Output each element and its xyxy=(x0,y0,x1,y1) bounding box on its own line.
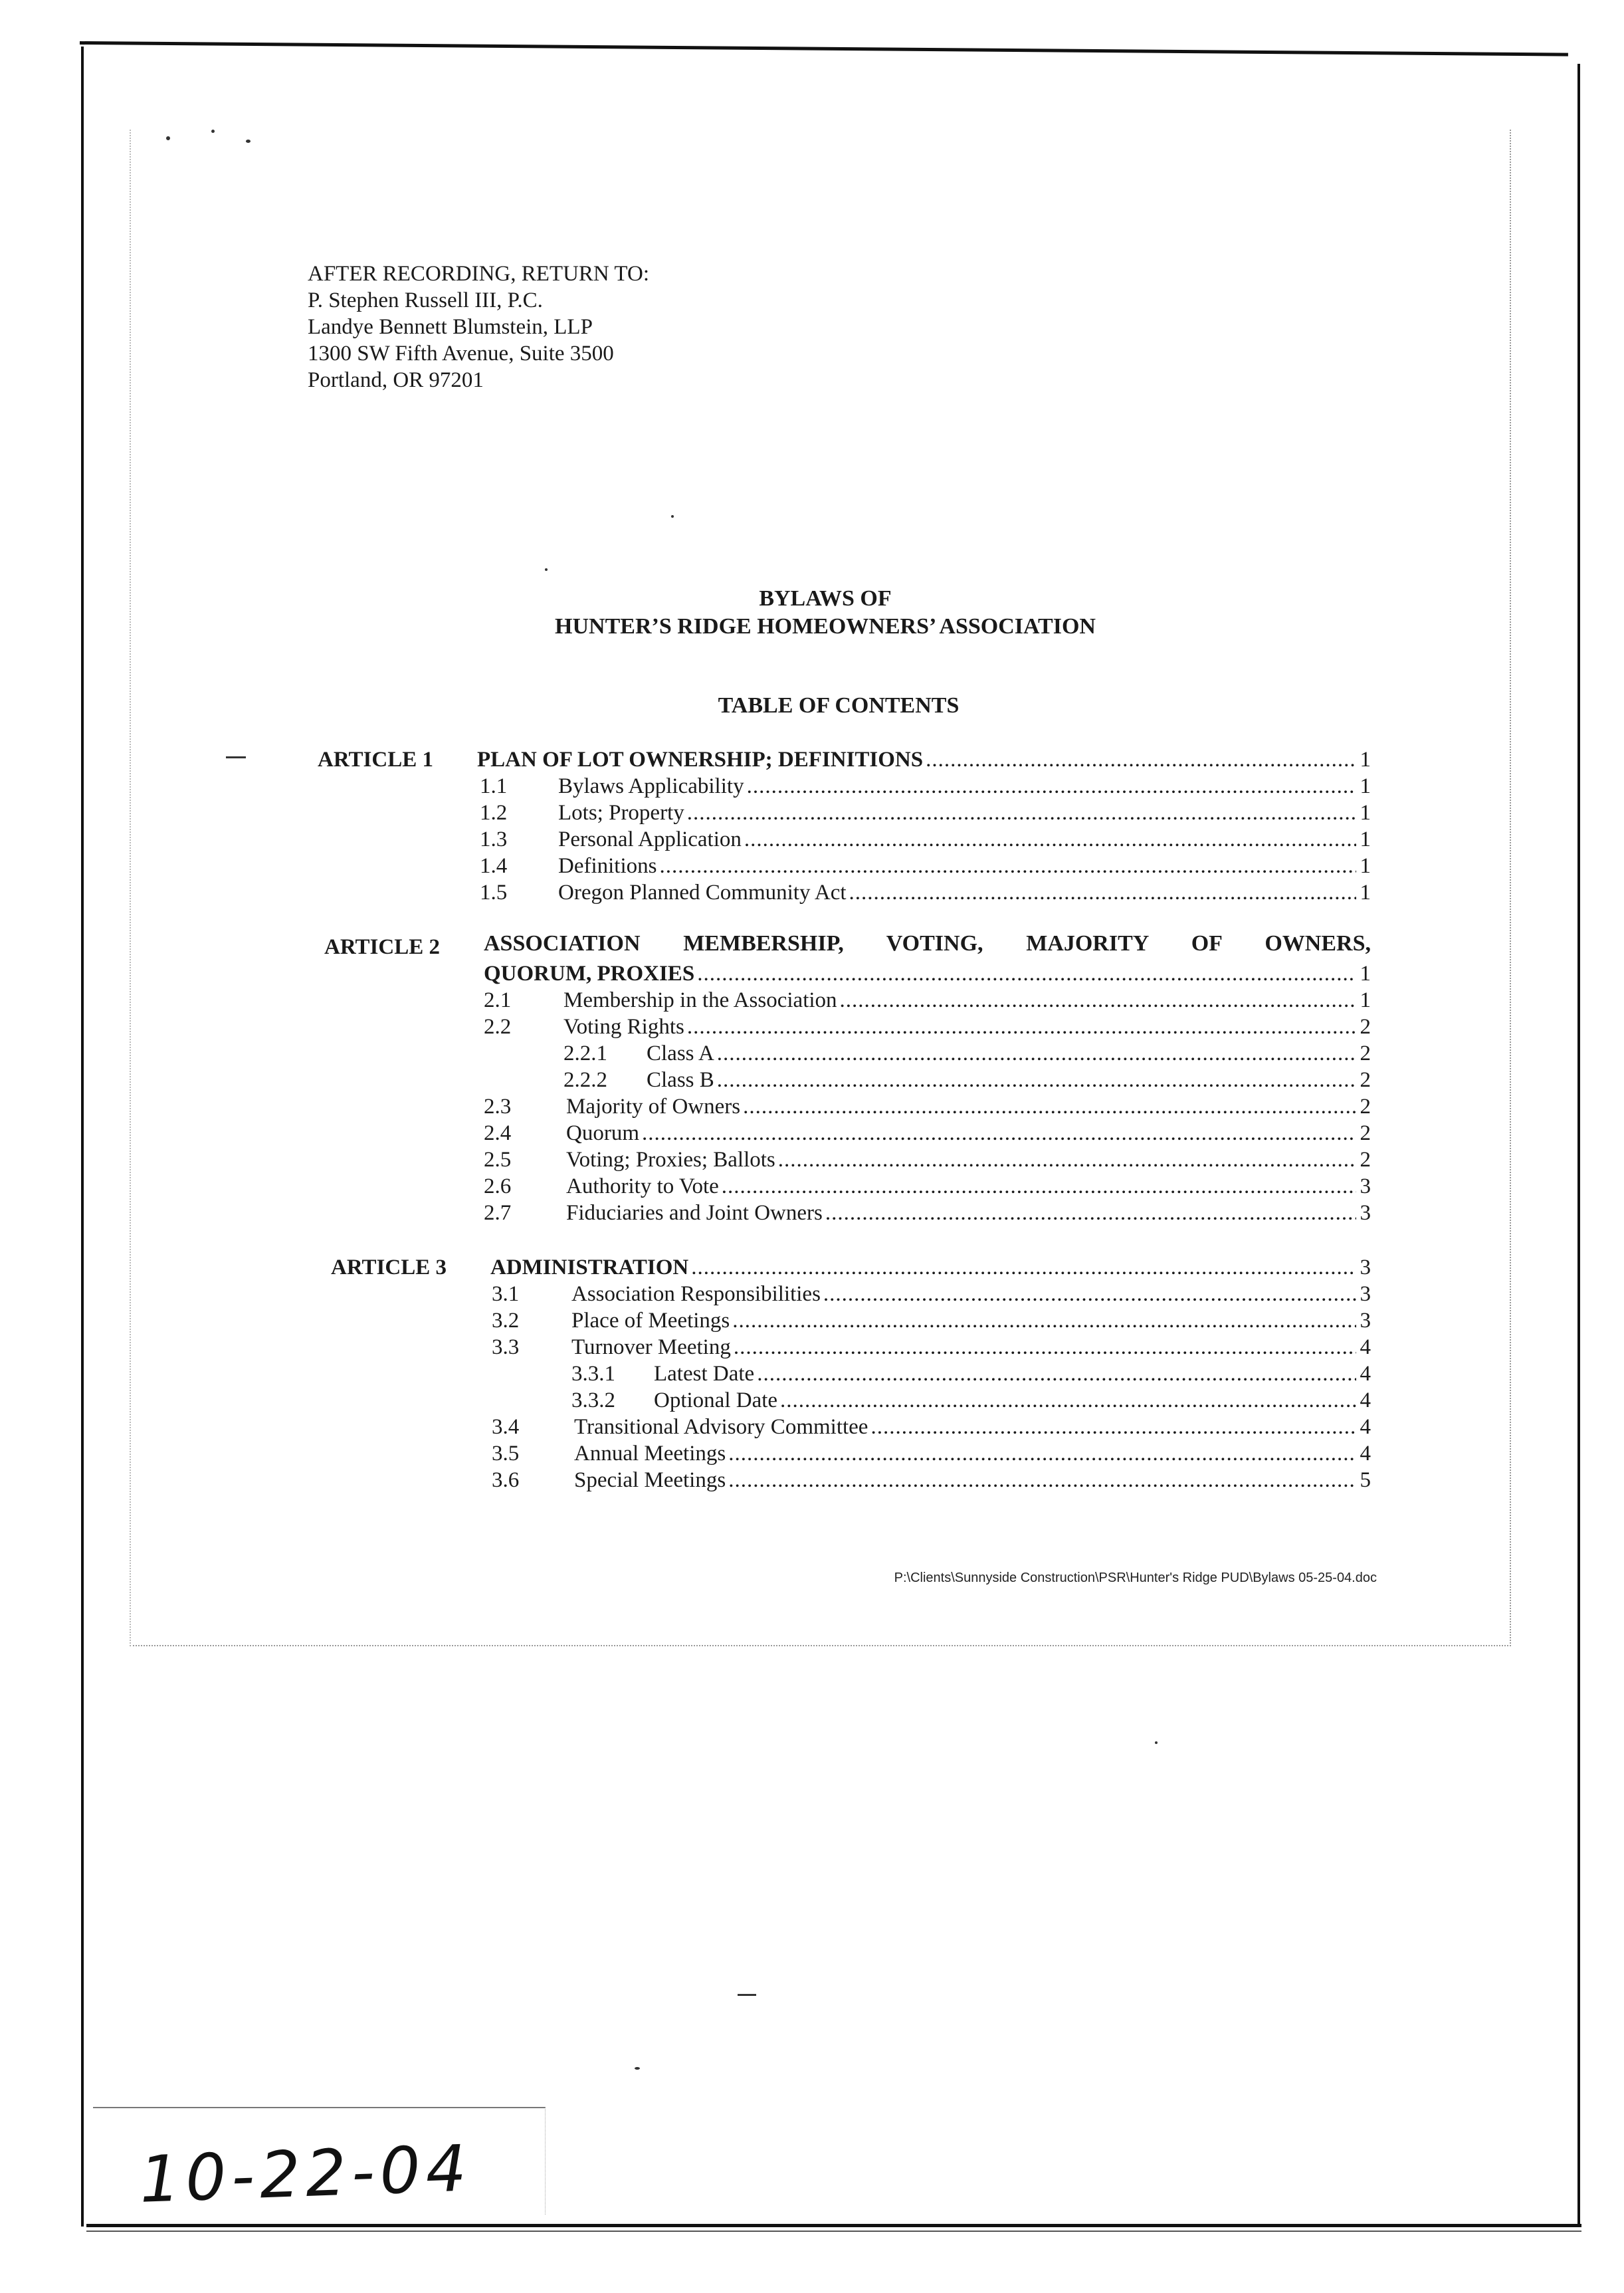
section-number: 2.2.2 xyxy=(563,1068,607,1092)
page-number: 2 xyxy=(1360,1015,1371,1039)
page-number: 2 xyxy=(1360,1148,1371,1172)
page-number: 1 xyxy=(1360,854,1371,878)
section-title: Voting; Proxies; Ballots xyxy=(566,1148,775,1172)
section-number: 3.5 xyxy=(492,1442,520,1466)
leader-dots xyxy=(717,1067,1356,1093)
page-number: 3 xyxy=(1360,1174,1371,1198)
section-number: 1.4 xyxy=(480,854,508,878)
toc-subsection xyxy=(571,1361,1371,1387)
section-title: Class A xyxy=(647,1041,714,1065)
toc-section xyxy=(484,1146,1371,1173)
page-number: 1 xyxy=(1360,962,1371,986)
section-number: 3.3.1 xyxy=(571,1362,615,1386)
leader-dots xyxy=(642,1120,1356,1146)
address-line: Landye Bennett Blumstein, LLP xyxy=(308,315,593,339)
page-number: 3 xyxy=(1360,1256,1371,1279)
section-number: 2.4 xyxy=(484,1121,512,1145)
handwritten-date: 10-22-04 xyxy=(138,2131,473,2217)
leader-dots xyxy=(728,1467,1356,1493)
leader-dots xyxy=(926,746,1356,773)
section-number: 3.2 xyxy=(492,1309,520,1333)
section-number: 2.1 xyxy=(484,988,512,1012)
page-number: 3 xyxy=(1360,1309,1371,1333)
toc-section xyxy=(480,879,1371,906)
leader-dots xyxy=(732,1307,1356,1334)
section-number: 3.4 xyxy=(492,1415,520,1439)
page-number: 3 xyxy=(1360,1201,1371,1225)
leader-dots xyxy=(728,1440,1356,1467)
leader-dots xyxy=(659,853,1356,879)
toc-section xyxy=(492,1281,1371,1307)
page-number: 2 xyxy=(1360,1121,1371,1145)
section-number: 3.1 xyxy=(492,1282,520,1306)
section-title: Majority of Owners xyxy=(566,1095,741,1119)
article-label: ARTICLE 3 xyxy=(331,1256,447,1279)
section-title: Oregon Planned Community Act xyxy=(558,881,847,905)
leader-dots xyxy=(717,1040,1356,1067)
article-title: PLAN OF LOT OWNERSHIP; DEFINITIONS xyxy=(477,748,924,772)
toc-section xyxy=(492,1414,1371,1440)
leader-dots xyxy=(691,1254,1356,1281)
section-number: 2.2 xyxy=(484,1015,512,1039)
toc-section xyxy=(492,1307,1371,1334)
leader-dots xyxy=(687,1014,1356,1040)
page-number: 4 xyxy=(1360,1335,1371,1359)
page-number: 1 xyxy=(1360,827,1371,851)
title-line-2: HUNTER’S RIDGE HOMEOWNERS’ ASSOCIATION xyxy=(555,614,1096,639)
page-number: 2 xyxy=(1360,1041,1371,1065)
page-number: 5 xyxy=(1360,1468,1371,1492)
leader-dots xyxy=(734,1334,1356,1361)
leader-dots xyxy=(687,800,1356,826)
toc-article-1 xyxy=(318,746,1371,773)
leader-dots xyxy=(697,960,1356,987)
section-title: Bylaws Applicability xyxy=(558,774,744,798)
page-number: 2 xyxy=(1360,1068,1371,1092)
section-title: Fiduciaries and Joint Owners xyxy=(566,1201,823,1225)
page-number: 3 xyxy=(1360,1282,1371,1306)
document-title xyxy=(0,585,1624,641)
title-line-1: BYLAWS OF xyxy=(759,586,892,611)
section-title: Membership in the Association xyxy=(563,988,837,1012)
page-number: 4 xyxy=(1360,1442,1371,1466)
section-title: Optional Date xyxy=(654,1388,778,1412)
address-line: AFTER RECORDING, RETURN TO: xyxy=(308,262,649,286)
scan-frame-bottom xyxy=(86,2224,1581,2227)
toc-section xyxy=(484,1200,1371,1226)
toc-subsection xyxy=(563,1040,1371,1067)
section-number: 1.1 xyxy=(480,774,508,798)
page-number: 4 xyxy=(1360,1362,1371,1386)
toc-section xyxy=(480,853,1371,879)
leader-dots xyxy=(825,1200,1356,1226)
article-title: ADMINISTRATION xyxy=(490,1256,689,1279)
page-number: 4 xyxy=(1360,1415,1371,1439)
article-label: ARTICLE 2 xyxy=(324,935,440,959)
section-title: Association Responsibilities xyxy=(571,1282,821,1306)
toc-section xyxy=(484,1014,1371,1040)
section-number: 2.3 xyxy=(484,1095,512,1119)
footer-file-path: P:\Clients\Sunnyside Construction\PSR\Hunter's Ridge PUD\Bylaws 05-25-04.doc xyxy=(894,1571,1377,1585)
page-number: 1 xyxy=(1360,801,1371,825)
section-number: 1.5 xyxy=(480,881,508,905)
address-line: 1300 SW Fifth Avenue, Suite 3500 xyxy=(308,342,614,366)
page-number: 1 xyxy=(1360,988,1371,1012)
article-2-title-line-1: ASSOCIATION MEMBERSHIP, VOTING, MAJORITY OF OWNERS, xyxy=(484,931,1371,956)
leader-dots xyxy=(849,879,1356,906)
section-number: 2.2.1 xyxy=(563,1041,607,1065)
scan-frame-top xyxy=(80,41,1568,83)
article-title: QUORUM, PROXIES xyxy=(484,962,695,986)
return-address-block xyxy=(308,261,649,393)
leader-dots xyxy=(747,773,1356,800)
section-title: Voting Rights xyxy=(563,1015,684,1039)
section-number: 2.6 xyxy=(484,1174,512,1198)
leader-dots xyxy=(870,1414,1356,1440)
toc-section xyxy=(480,826,1371,853)
section-title: Personal Application xyxy=(558,827,742,851)
toc-section xyxy=(492,1334,1371,1361)
toc-section xyxy=(484,1173,1371,1200)
section-title: Definitions xyxy=(558,854,657,878)
toc-article-2 xyxy=(484,960,1371,987)
section-number: 2.7 xyxy=(484,1201,512,1225)
section-title: Authority to Vote xyxy=(566,1174,719,1198)
section-number: 3.3.2 xyxy=(571,1388,615,1412)
article-label: ARTICLE 1 xyxy=(318,748,433,772)
page-number: 4 xyxy=(1360,1388,1371,1412)
leader-dots xyxy=(743,1093,1356,1120)
scan-frame-bottom-inner xyxy=(86,2231,1581,2232)
section-number: 3.3 xyxy=(492,1335,520,1359)
leader-dots xyxy=(744,826,1356,853)
leader-dots xyxy=(823,1281,1356,1307)
section-number: 1.3 xyxy=(480,827,508,851)
toc-section xyxy=(480,773,1371,800)
toc-section xyxy=(492,1467,1371,1493)
section-title: Special Meetings xyxy=(574,1468,726,1492)
toc-subsection xyxy=(563,1067,1371,1093)
leader-dots xyxy=(778,1146,1356,1173)
toc-section xyxy=(492,1440,1371,1467)
section-title: Place of Meetings xyxy=(571,1309,730,1333)
toc-article-3 xyxy=(331,1254,1371,1281)
address-line: Portland, OR 97201 xyxy=(308,368,484,392)
scan-frame-right xyxy=(1577,64,1580,2224)
section-title: Transitional Advisory Committee xyxy=(574,1415,868,1439)
page-number: 2 xyxy=(1360,1095,1371,1119)
address-line: P. Stephen Russell III, P.C. xyxy=(308,288,543,312)
page-number: 1 xyxy=(1360,748,1371,772)
leader-dots xyxy=(722,1173,1356,1200)
section-title: Latest Date xyxy=(654,1362,755,1386)
section-title: Lots; Property xyxy=(558,801,684,825)
section-number: 1.2 xyxy=(480,801,508,825)
toc-section xyxy=(480,800,1371,826)
toc-section xyxy=(484,1120,1371,1146)
section-title: Turnover Meeting xyxy=(571,1335,731,1359)
toc-section xyxy=(484,987,1371,1014)
leader-dots xyxy=(757,1361,1356,1387)
leader-dots xyxy=(780,1387,1356,1414)
section-title: Quorum xyxy=(566,1121,639,1145)
section-number: 3.6 xyxy=(492,1468,520,1492)
toc-heading: TABLE OF CONTENTS xyxy=(718,693,960,718)
section-number: 2.5 xyxy=(484,1148,512,1172)
toc-subsection xyxy=(571,1387,1371,1414)
leader-dots xyxy=(840,987,1356,1014)
section-title: Annual Meetings xyxy=(574,1442,726,1466)
section-title: Class B xyxy=(647,1068,714,1092)
scan-frame-left xyxy=(81,47,84,2227)
page-number: 1 xyxy=(1360,881,1371,905)
toc-article-2-label xyxy=(324,934,440,960)
toc-section xyxy=(484,1093,1371,1120)
page-number: 1 xyxy=(1360,774,1371,798)
